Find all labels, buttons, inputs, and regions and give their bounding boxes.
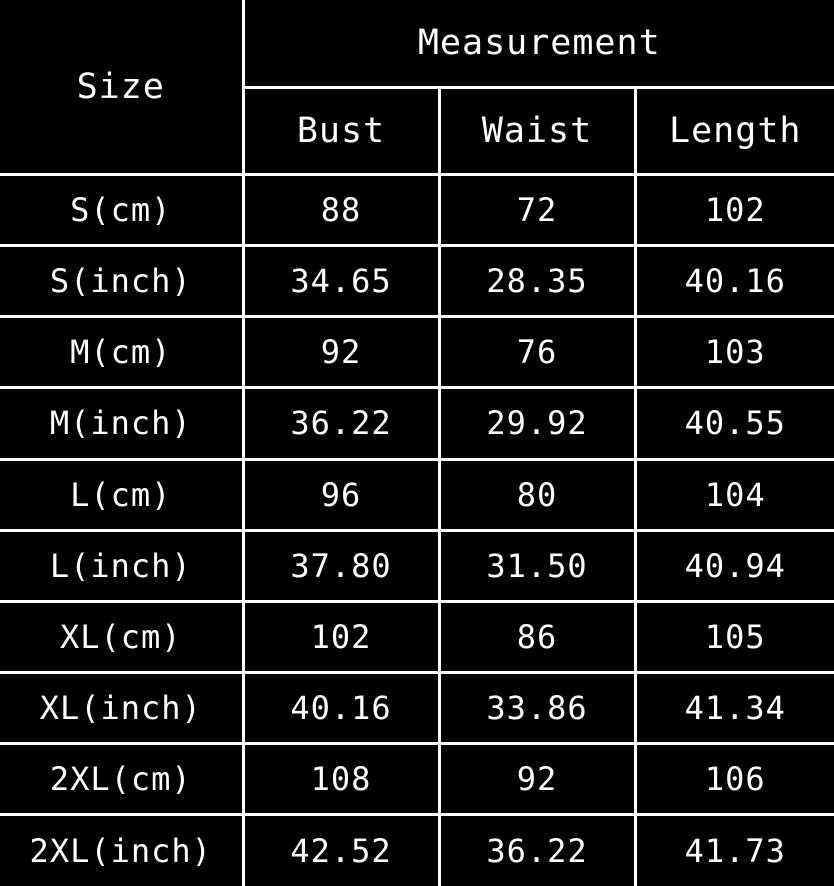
- table-row: [0, 459, 834, 530]
- cell-waist: 76: [439, 317, 635, 388]
- cell-bust: 96: [243, 459, 439, 530]
- cell-waist: 92: [439, 744, 635, 815]
- column-header-length: Length: [635, 88, 834, 175]
- cell-size: L(inch): [0, 530, 243, 601]
- table-body: [0, 175, 834, 886]
- cell-length: 102: [635, 175, 834, 246]
- cell-length: 106: [635, 744, 834, 815]
- cell-size: L(cm): [0, 459, 243, 530]
- table-row: [0, 246, 834, 317]
- cell-length: 40.94: [635, 530, 834, 601]
- cell-length: 41.73: [635, 815, 834, 886]
- cell-waist: 72: [439, 175, 635, 246]
- cell-bust: 42.52: [243, 815, 439, 886]
- cell-bust: 92: [243, 317, 439, 388]
- cell-bust: 37.80: [243, 530, 439, 601]
- cell-bust: 102: [243, 601, 439, 672]
- cell-size: 2XL(cm): [0, 744, 243, 815]
- table-row: [0, 317, 834, 388]
- cell-waist: 29.92: [439, 388, 635, 459]
- cell-length: 40.16: [635, 246, 834, 317]
- cell-waist: 36.22: [439, 815, 635, 886]
- table-row: [0, 744, 834, 815]
- table-header: [0, 0, 834, 175]
- table-row: [0, 672, 834, 743]
- cell-size: M(cm): [0, 317, 243, 388]
- cell-length: 40.55: [635, 388, 834, 459]
- cell-length: 105: [635, 601, 834, 672]
- cell-waist: 80: [439, 459, 635, 530]
- table-row: [0, 601, 834, 672]
- header-row-primary: [0, 0, 834, 88]
- table-row: [0, 530, 834, 601]
- cell-size: 2XL(inch): [0, 815, 243, 886]
- cell-bust: 108: [243, 744, 439, 815]
- cell-size: XL(cm): [0, 601, 243, 672]
- column-header-size: Size: [0, 0, 243, 175]
- cell-waist: 28.35: [439, 246, 635, 317]
- table-row: [0, 388, 834, 459]
- column-group-header-measurement: Measurement: [243, 0, 834, 88]
- cell-waist: 86: [439, 601, 635, 672]
- cell-length: 41.34: [635, 672, 834, 743]
- column-header-waist: Waist: [439, 88, 635, 175]
- table-row: [0, 815, 834, 886]
- table-row: [0, 175, 834, 246]
- cell-bust: 40.16: [243, 672, 439, 743]
- cell-waist: 31.50: [439, 530, 635, 601]
- cell-size: M(inch): [0, 388, 243, 459]
- cell-waist: 33.86: [439, 672, 635, 743]
- column-header-bust: Bust: [243, 88, 439, 175]
- cell-size: XL(inch): [0, 672, 243, 743]
- cell-length: 103: [635, 317, 834, 388]
- cell-bust: 88: [243, 175, 439, 246]
- cell-length: 104: [635, 459, 834, 530]
- cell-bust: 34.65: [243, 246, 439, 317]
- cell-size: S(cm): [0, 175, 243, 246]
- cell-bust: 36.22: [243, 388, 439, 459]
- cell-size: S(inch): [0, 246, 243, 317]
